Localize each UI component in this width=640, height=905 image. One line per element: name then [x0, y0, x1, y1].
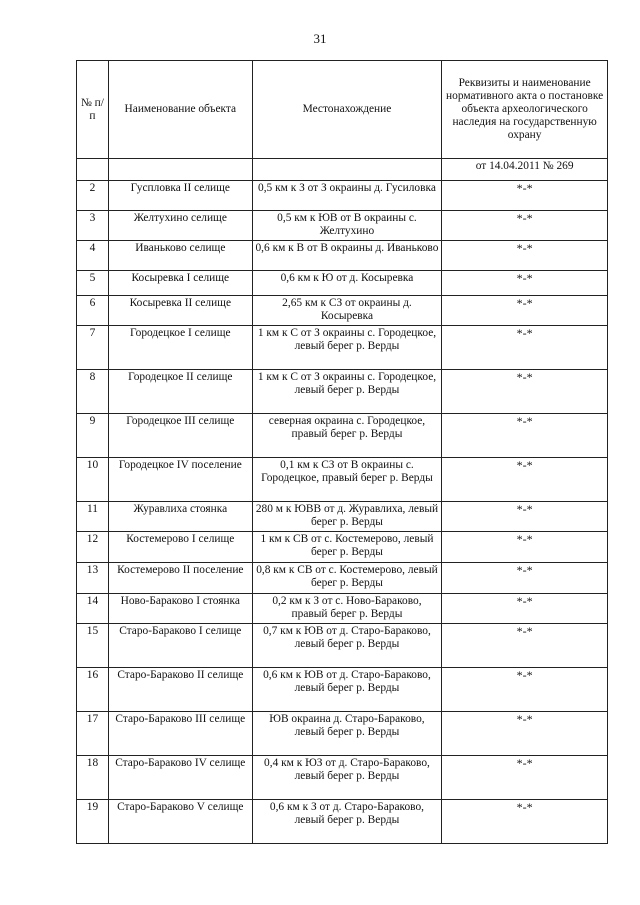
- row-name: Городецкое I селище: [108, 326, 252, 370]
- row-num: 12: [77, 532, 109, 563]
- row-location: 0,1 км к СЗ от В окраины с. Городецкое, правый берег р. Верды: [252, 458, 442, 502]
- header-num: № п/п: [77, 61, 109, 159]
- row-num: 16: [77, 668, 109, 712]
- row-requisites: *-*: [442, 181, 608, 211]
- row-location: 0,5 км к З от З окраины д. Гусиловка: [252, 181, 442, 211]
- row-name: Косыревка I селище: [108, 271, 252, 296]
- row-requisites: *-*: [442, 594, 608, 624]
- table-row: [77, 668, 608, 712]
- row-num: 5: [77, 271, 109, 296]
- row-requisites: *-*: [442, 712, 608, 756]
- row-name: Костемерово I селище: [108, 532, 252, 563]
- table-row: [77, 296, 608, 326]
- table-row: [77, 532, 608, 563]
- row-requisites: *-*: [442, 800, 608, 844]
- row-num: 19: [77, 800, 109, 844]
- row-num: 7: [77, 326, 109, 370]
- table-row: [77, 502, 608, 532]
- header-location: Местонахождение: [252, 61, 442, 159]
- row-num: 9: [77, 414, 109, 458]
- row-num: 11: [77, 502, 109, 532]
- row-num: 6: [77, 296, 109, 326]
- row-location: 0,5 км к ЮВ от В окраины с. Желтухино: [252, 211, 442, 241]
- table-body: [77, 181, 608, 844]
- row-location: 280 м к ЮВВ от д. Журавлиха, левый берег р. Верды: [252, 502, 442, 532]
- row-num: 8: [77, 370, 109, 414]
- row-name: Ново-Бараково I стоянка: [108, 594, 252, 624]
- row-name: Гуспловка II селище: [108, 181, 252, 211]
- row-requisites: *-*: [442, 624, 608, 668]
- table-row: [77, 800, 608, 844]
- table-row: [77, 712, 608, 756]
- row-num: 17: [77, 712, 109, 756]
- row-num: 4: [77, 241, 109, 271]
- row-name: Старо-Бараково V селище: [108, 800, 252, 844]
- requisites-subheader: от 14.04.2011 № 269: [442, 159, 608, 181]
- row-name: Старо-Бараково I селище: [108, 624, 252, 668]
- row-num: 3: [77, 211, 109, 241]
- table-row: [77, 594, 608, 624]
- row-requisites: *-*: [442, 668, 608, 712]
- row-requisites: *-*: [442, 756, 608, 800]
- row-name: Иваньково селище: [108, 241, 252, 271]
- row-requisites: *-*: [442, 241, 608, 271]
- row-name: Городецкое IV поселение: [108, 458, 252, 502]
- row-num: 10: [77, 458, 109, 502]
- row-num: 14: [77, 594, 109, 624]
- row-location: ЮВ окраина д. Старо-Бараково, левый берег р. Верды: [252, 712, 442, 756]
- table-row: [77, 211, 608, 241]
- row-name: Старо-Бараково III селище: [108, 712, 252, 756]
- header-requisites: Реквизиты и наименование нормативного акта о постановке объекта археологического наследия на государственную охрану: [442, 61, 608, 159]
- row-requisites: *-*: [442, 563, 608, 594]
- row-location: 0,6 км к В от В окраины д. Иваньково: [252, 241, 442, 271]
- row-requisites: *-*: [442, 326, 608, 370]
- row-name: Старо-Бараково II селище: [108, 668, 252, 712]
- header-name: Наименование объекта: [108, 61, 252, 159]
- page-number: 31: [313, 31, 327, 46]
- row-requisites: *-*: [442, 296, 608, 326]
- row-location: 0,4 км к ЮЗ от д. Старо-Бараково, левый берег р. Верды: [252, 756, 442, 800]
- table-row: [77, 458, 608, 502]
- row-location: 0,6 км к Ю от д. Косыревка: [252, 271, 442, 296]
- table-row: [77, 271, 608, 296]
- table-row: [77, 624, 608, 668]
- row-num: 15: [77, 624, 109, 668]
- table-row: [77, 241, 608, 271]
- row-requisites: *-*: [442, 414, 608, 458]
- row-name: Городецкое II селище: [108, 370, 252, 414]
- row-name: Косыревка II селище: [108, 296, 252, 326]
- row-num: 2: [77, 181, 109, 211]
- row-requisites: *-*: [442, 370, 608, 414]
- row-name: Журавлиха стоянка: [108, 502, 252, 532]
- table-row: [77, 563, 608, 594]
- heritage-objects-table: [76, 60, 608, 844]
- row-location: 0,2 км к З от с. Ново-Бараково, правый берег р. Верды: [252, 594, 442, 624]
- table-row: [77, 756, 608, 800]
- row-requisites: *-*: [442, 502, 608, 532]
- row-name: Желтухино селище: [108, 211, 252, 241]
- row-location: 0,6 км к ЮВ от д. Старо-Бараково, левый берег р. Верды: [252, 668, 442, 712]
- row-location: северная окраина с. Городецкое, правый берег р. Верды: [252, 414, 442, 458]
- row-name: Старо-Бараково IV селище: [108, 756, 252, 800]
- table-row: [77, 181, 608, 211]
- row-location: 1 км к С от З окраины с. Городецкое, левый берег р. Верды: [252, 370, 442, 414]
- row-name: Городецкое III селище: [108, 414, 252, 458]
- row-requisites: *-*: [442, 532, 608, 563]
- row-location: 1 км к С от З окраины с. Городецкое, левый берег р. Верды: [252, 326, 442, 370]
- row-name: Костемерово II поселение: [108, 563, 252, 594]
- row-location: 1 км к СВ от с. Костемерово, левый берег р. Верды: [252, 532, 442, 563]
- row-requisites: *-*: [442, 271, 608, 296]
- table-row: [77, 326, 608, 370]
- row-location: 0,6 км к З от д. Старо-Бараково, левый берег р. Верды: [252, 800, 442, 844]
- row-location: 0,7 км к ЮВ от д. Старо-Бараково, левый берег р. Верды: [252, 624, 442, 668]
- table-header-row: [77, 61, 608, 159]
- table-row: [77, 414, 608, 458]
- row-location: 2,65 км к СЗ от окраины д. Косыревка: [252, 296, 442, 326]
- row-location: 0,8 км к СВ от с. Костемерово, левый берег р. Верды: [252, 563, 442, 594]
- row-requisites: *-*: [442, 458, 608, 502]
- row-num: 13: [77, 563, 109, 594]
- table-subheader-row: [77, 159, 608, 181]
- table-row: [77, 370, 608, 414]
- row-num: 18: [77, 756, 109, 800]
- row-requisites: *-*: [442, 211, 608, 241]
